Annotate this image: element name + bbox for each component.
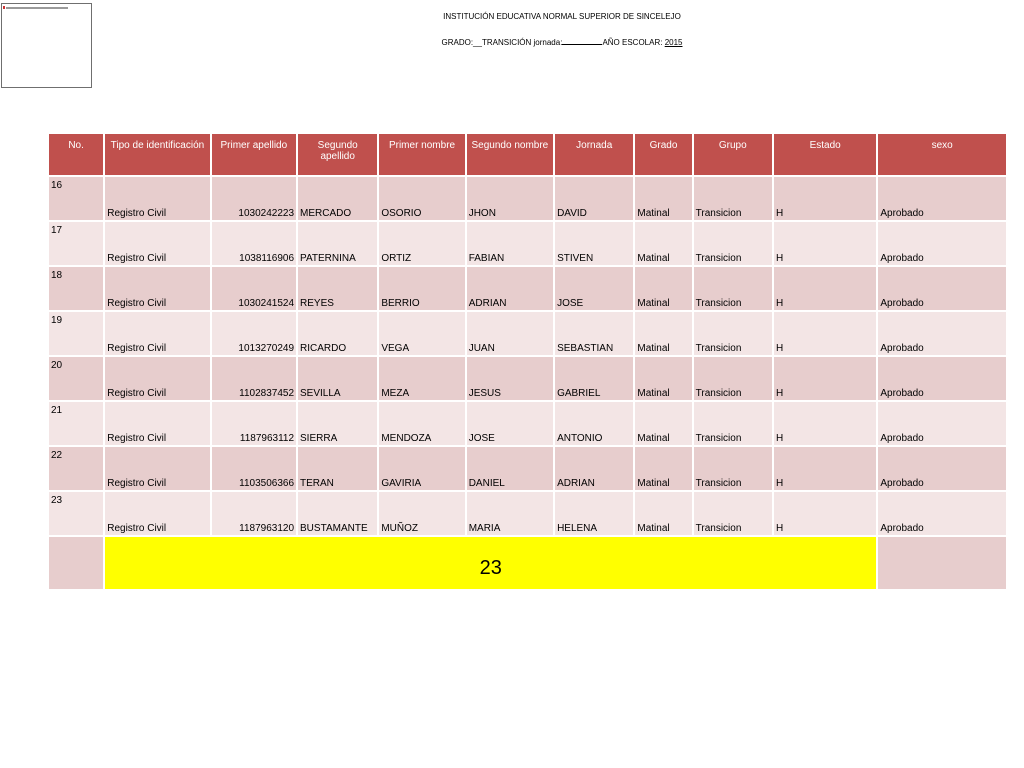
table-cell: ADRIAN <box>467 267 553 310</box>
table-cell: SEVILLA <box>298 357 377 400</box>
table-cell: 22 <box>49 447 103 490</box>
jornada-blank <box>562 44 602 45</box>
table-cell: Matinal <box>635 492 691 535</box>
table-cell: Matinal <box>635 312 691 355</box>
table-cell: Registro Civil <box>105 267 209 310</box>
table-header-row <box>49 134 1006 175</box>
table-cell: DANIEL <box>467 447 553 490</box>
table-cell: Matinal <box>635 267 691 310</box>
school-year: 2015 <box>664 38 683 47</box>
table-cell: VEGA <box>379 312 464 355</box>
table-row <box>49 267 1006 310</box>
table-row <box>49 312 1006 355</box>
table-cell: SEBASTIAN <box>555 312 633 355</box>
total-blank-cell <box>49 537 103 589</box>
table-cell: JOSE <box>467 402 553 445</box>
table-cell: 17 <box>49 222 103 265</box>
table-cell: JUAN <box>467 312 553 355</box>
table-cell: Matinal <box>635 177 691 220</box>
table-row <box>49 402 1006 445</box>
table-cell: Aprobado <box>878 222 1006 265</box>
table-row <box>49 357 1006 400</box>
column-header: Estado <box>774 134 876 175</box>
table-cell: BUSTAMANTE <box>298 492 377 535</box>
table-row <box>49 222 1006 265</box>
column-header: Segundo nombre <box>467 134 553 175</box>
table-row <box>49 492 1006 535</box>
table-cell: 1187963112 <box>212 402 296 445</box>
logo-caption <box>6 7 68 9</box>
table-cell: Aprobado <box>878 267 1006 310</box>
table-cell: Matinal <box>635 222 691 265</box>
table-cell: 1103506366 <box>212 447 296 490</box>
table-cell: 1102837452 <box>212 357 296 400</box>
table-cell: SIERRA <box>298 402 377 445</box>
table-cell: 1038116906 <box>212 222 296 265</box>
table-cell: Transicion <box>694 177 772 220</box>
column-header: Tipo de identificación <box>105 134 209 175</box>
table-cell: H <box>774 402 876 445</box>
table-cell: ADRIAN <box>555 447 633 490</box>
table-cell: Transicion <box>694 492 772 535</box>
table-cell: ORTIZ <box>379 222 464 265</box>
table-cell: Registro Civil <box>105 402 209 445</box>
table-cell: BERRIO <box>379 267 464 310</box>
table-cell: Aprobado <box>878 177 1006 220</box>
table-cell: MENDOZA <box>379 402 464 445</box>
table-row <box>49 447 1006 490</box>
table-cell: H <box>774 267 876 310</box>
page-title: INSTITUCIÓN EDUCATIVA NORMAL SUPERIOR DE SINCELEJO <box>443 12 681 21</box>
table-cell: Transicion <box>694 357 772 400</box>
table-cell: FABIAN <box>467 222 553 265</box>
table-cell: Aprobado <box>878 312 1006 355</box>
table-cell: Registro Civil <box>105 222 209 265</box>
students-table <box>47 132 1008 591</box>
table-cell: HELENA <box>555 492 633 535</box>
table-cell: H <box>774 492 876 535</box>
table-cell: Registro Civil <box>105 177 209 220</box>
table-row <box>49 177 1006 220</box>
column-header: Grupo <box>694 134 772 175</box>
table-cell: PATERNINA <box>298 222 377 265</box>
broken-image-icon <box>3 6 5 9</box>
column-header: Primer apellido <box>212 134 296 175</box>
column-header: Jornada <box>555 134 633 175</box>
table-cell: RICARDO <box>298 312 377 355</box>
table-cell: TERAN <box>298 447 377 490</box>
table-cell: 18 <box>49 267 103 310</box>
page-subtitle <box>300 38 824 47</box>
table-cell: GABRIEL <box>555 357 633 400</box>
table-cell: Registro Civil <box>105 492 209 535</box>
table-cell: MEZA <box>379 357 464 400</box>
table-cell: JESUS <box>467 357 553 400</box>
table-cell: Matinal <box>635 402 691 445</box>
table-cell: Aprobado <box>878 402 1006 445</box>
table-cell: 21 <box>49 402 103 445</box>
total-count: 23 <box>105 537 876 589</box>
total-blank-cell <box>878 537 1006 589</box>
table-cell: 19 <box>49 312 103 355</box>
table-cell: H <box>774 312 876 355</box>
column-header: Primer nombre <box>379 134 464 175</box>
table-cell: Transicion <box>694 267 772 310</box>
column-header: No. <box>49 134 103 175</box>
table-cell: DAVID <box>555 177 633 220</box>
table-cell: 1187963120 <box>212 492 296 535</box>
column-header: sexo <box>878 134 1006 175</box>
table-cell: H <box>774 177 876 220</box>
table-cell: REYES <box>298 267 377 310</box>
table-cell: Registro Civil <box>105 447 209 490</box>
table-cell: Aprobado <box>878 357 1006 400</box>
table-cell: Transicion <box>694 402 772 445</box>
table-cell: Matinal <box>635 357 691 400</box>
table-cell: JOSE <box>555 267 633 310</box>
table-cell: Transicion <box>694 312 772 355</box>
table-cell: JHON <box>467 177 553 220</box>
table-cell: 1030242223 <box>212 177 296 220</box>
table-cell: Matinal <box>635 447 691 490</box>
table-cell: H <box>774 357 876 400</box>
table-cell: 20 <box>49 357 103 400</box>
table-cell: 1013270249 <box>212 312 296 355</box>
table-cell: H <box>774 447 876 490</box>
table-cell: MERCADO <box>298 177 377 220</box>
table-cell: 23 <box>49 492 103 535</box>
table-cell: STIVEN <box>555 222 633 265</box>
table-cell: 16 <box>49 177 103 220</box>
table-cell: Registro Civil <box>105 357 209 400</box>
year-label: AÑO ESCOLAR: <box>602 38 663 47</box>
logo-placeholder <box>1 3 92 88</box>
total-row <box>49 537 1006 589</box>
table-cell: OSORIO <box>379 177 464 220</box>
table-cell: MARIA <box>467 492 553 535</box>
table-cell: GAVIRIA <box>379 447 464 490</box>
table-cell: H <box>774 222 876 265</box>
table-cell: Transicion <box>694 222 772 265</box>
grade-label: GRADO:__TRANSICIÓN jornada: <box>441 38 563 47</box>
table-cell: Transicion <box>694 447 772 490</box>
column-header: Grado <box>635 134 691 175</box>
column-header: Segundo apellido <box>298 134 377 175</box>
table-cell: ANTONIO <box>555 402 633 445</box>
table-cell: Aprobado <box>878 447 1006 490</box>
table-cell: 1030241524 <box>212 267 296 310</box>
table-cell: MUÑOZ <box>379 492 464 535</box>
table-cell: Aprobado <box>878 492 1006 535</box>
table-cell: Registro Civil <box>105 312 209 355</box>
